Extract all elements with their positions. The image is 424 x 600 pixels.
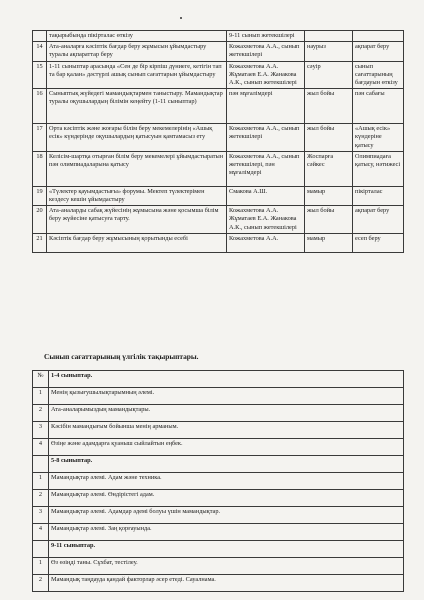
topic-number-cell: 1 [33, 558, 49, 575]
table-row [33, 206, 404, 234]
event-cell: Ата-аналарға кәсіптік бағдар беру жұмысын ұйымдастыру туралы ақпараттар беру [47, 42, 227, 61]
events-plan-table [32, 30, 404, 253]
topic-number-cell: 3 [33, 507, 49, 524]
row-number-cell: 14 [33, 42, 47, 61]
topic-number-cell [33, 541, 49, 558]
table-row [33, 42, 404, 61]
table-row [33, 61, 404, 89]
topic-number-cell: 4 [33, 439, 49, 456]
topic-row [33, 388, 404, 405]
group-header-row [33, 456, 404, 473]
table-row [33, 89, 404, 124]
responsible-cell: Кожахметова А.А. Жұматаев Е.А. Жанакова А.К., сынып жетекшілері [227, 206, 305, 234]
event-cell: Сыныптық жүйедегі мамандықтармен таныстыру. Мамандықтар туралы оқушылардың білімін кеңейту (1-11 сыныптар) [47, 89, 227, 124]
row-number-cell: 18 [33, 151, 47, 186]
topic-text-cell: Менің қызығушылықтарымның әлемі. [49, 388, 404, 405]
topic-text-cell: Мамандықтар әлемі. Өндірістегі адам. [49, 490, 404, 507]
topic-number-cell [33, 456, 49, 473]
topic-number-cell: 2 [33, 405, 49, 422]
event-cell: Кәсіптік бағдар беру жұмысының қорытынды есебі [47, 233, 227, 252]
responsible-cell: Кожахметова А.А. Жұматаев Е.А. Жанакова А.К., сынып жетекшілері [227, 61, 305, 89]
date-cell: мамыр [305, 233, 353, 252]
form-cell: ақпарат беру [353, 42, 404, 61]
form-cell: сынып сағаттарының бағдауын өткізу [353, 61, 404, 89]
scan-speck [180, 17, 182, 19]
topic-row [33, 575, 404, 592]
form-cell: есеп беру [353, 233, 404, 252]
event-cell: Орта кәсіптік және жоғары білім беру мекемелерінің «Ашық есік» күндерінде оқушылардың қатысуын қамтамасыз ету [47, 124, 227, 152]
event-cell: 1-11 сыныптар арасында «Сен де бір кірпіш дүниеге, кетігін тап та бар қалан» дәстүрлі ашық сынып сағаттарын ұйымдастыру [47, 61, 227, 89]
date-cell: мамыр [305, 186, 353, 205]
section-heading: Сынып сағаттарының үлгілік тақырыптары. [44, 352, 199, 361]
date-cell [305, 31, 353, 42]
topic-row [33, 439, 404, 456]
topic-row [33, 473, 404, 490]
table-row [33, 151, 404, 186]
topic-row [33, 490, 404, 507]
form-cell: Олимпиадаға қатысу, нәтижесі [353, 151, 404, 186]
event-cell: Ата-аналарды сабақ жүйесінің жұмысына және қосымша білім беру жүйесіне қатысуға тарту. [47, 206, 227, 234]
topic-number-cell: 2 [33, 490, 49, 507]
event-cell: тақырыбында пікірталас өткізу [47, 31, 227, 42]
event-cell: «Түлектер қауымдастығы» форумы. Мектеп түлектерімен кездесу кешін ұйымдастыру [47, 186, 227, 205]
table-row [33, 31, 404, 42]
topic-number-cell: 2 [33, 575, 49, 592]
date-cell: Жоспарға сәйкес [305, 151, 353, 186]
responsible-cell: Кожахметова А.А., сынып жетекшілері, пән мұғалімдері [227, 151, 305, 186]
event-cell: Келісім-шартқа отырған білім беру мекемелері ұйымдастыратын пән олимпиадаларына қатысу [47, 151, 227, 186]
group-title-cell: 9-11 сыныптар. [49, 541, 404, 558]
topic-number-cell: 1 [33, 473, 49, 490]
topic-text-cell: Өзіңе және адамдарға қуаныш сыйлайтын еңбек. [49, 439, 404, 456]
topic-text-cell: Мамандықтар әлемі. Заң қорғауында. [49, 524, 404, 541]
topic-row [33, 558, 404, 575]
form-cell: пікірталас [353, 186, 404, 205]
date-cell: жыл бойы [305, 206, 353, 234]
topic-number-cell: 1 [33, 388, 49, 405]
topic-text-cell: Мамандық таңдауда қандай факторлар әсер етеді. Сауалнама. [49, 575, 404, 592]
date-cell: жыл бойы [305, 89, 353, 124]
group-header-row [33, 371, 404, 388]
table-row [33, 233, 404, 252]
date-cell: жыл бойы [305, 124, 353, 152]
form-cell: «Ашық есік» күндеріне қатысу [353, 124, 404, 152]
class-hour-topics-table [32, 370, 404, 592]
topic-text-cell: Мамандықтар әлемі. Адам және техника. [49, 473, 404, 490]
form-cell: пән сабағы [353, 89, 404, 124]
date-cell: наурыз [305, 42, 353, 61]
topic-text-cell: Ата-аналарымыздың мамандықтары. [49, 405, 404, 422]
date-cell: сәуір [305, 61, 353, 89]
topic-text-cell: Өз өзіңді таны. Сұхбат, тестілеу. [49, 558, 404, 575]
group-header-row [33, 541, 404, 558]
row-number-cell [33, 31, 47, 42]
responsible-cell: Кожахметова А.А., сынып жетекшілері [227, 42, 305, 61]
responsible-cell: пән мұғалімдері [227, 89, 305, 124]
table-row [33, 124, 404, 152]
group-title-cell: 5-8 сыныптар. [49, 456, 404, 473]
responsible-cell: Смакова А.Ш. [227, 186, 305, 205]
row-number-cell: 19 [33, 186, 47, 205]
row-number-cell: 15 [33, 61, 47, 89]
form-cell: ақпарат беру [353, 206, 404, 234]
responsible-cell: Кожахметова А.А. [227, 233, 305, 252]
row-number-cell: 21 [33, 233, 47, 252]
topic-number-cell: № [33, 371, 49, 388]
responsible-cell: 9-11 сынып жетекшілері [227, 31, 305, 42]
row-number-cell: 17 [33, 124, 47, 152]
topic-text-cell: Мамандықтар әлемі. Адамдар әдемі болуы үшін мамандықтар. [49, 507, 404, 524]
row-number-cell: 20 [33, 206, 47, 234]
topic-row [33, 524, 404, 541]
row-number-cell: 16 [33, 89, 47, 124]
table-row [33, 186, 404, 205]
responsible-cell: Кожахметова А.А., сынып жетекшілері [227, 124, 305, 152]
group-title-cell: 1-4 сыныптар. [49, 371, 404, 388]
form-cell [353, 31, 404, 42]
topic-row [33, 405, 404, 422]
topic-text-cell: Кәсібін мамандығым бойынша менің арманым. [49, 422, 404, 439]
topic-number-cell: 3 [33, 422, 49, 439]
topic-row [33, 422, 404, 439]
topic-number-cell: 4 [33, 524, 49, 541]
topic-row [33, 507, 404, 524]
